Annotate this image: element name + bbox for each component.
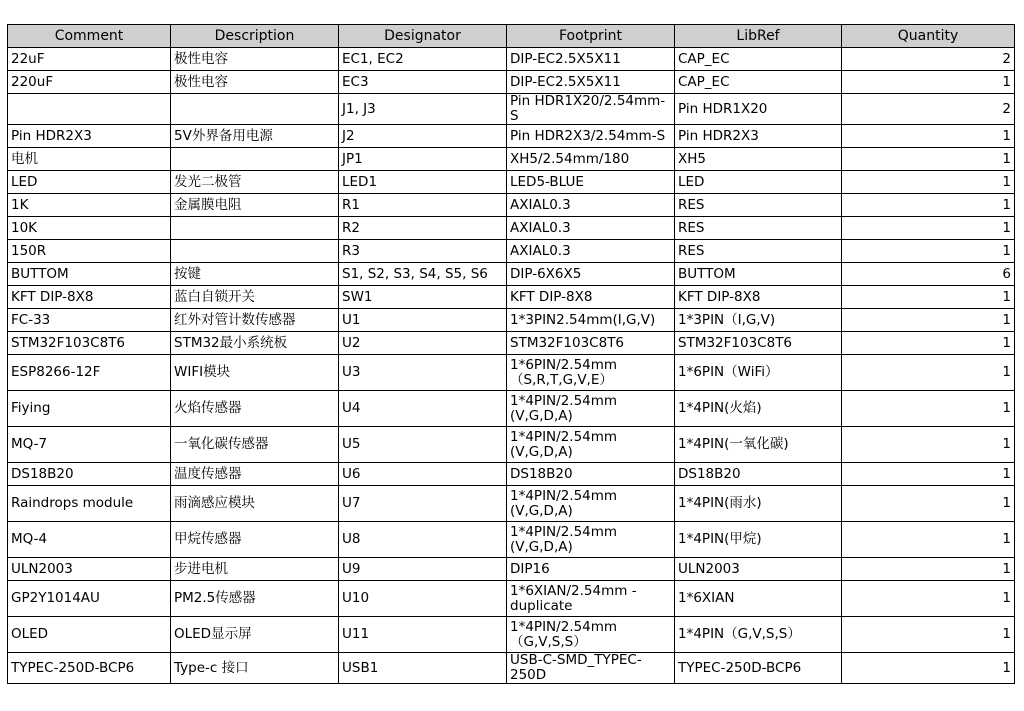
table-row [8, 194, 1015, 217]
cell-comment: KFT DIP-8X8 [8, 286, 171, 309]
cell-footprint: AXIAL0.3 [507, 217, 675, 240]
cell-quantity: 2 [842, 48, 1015, 71]
bom-body [8, 48, 1015, 684]
cell-footprint: 1*4PIN/2.54mm (V,G,D,A) [507, 522, 675, 558]
table-row [8, 486, 1015, 522]
cell-comment: Raindrops module [8, 486, 171, 522]
cell-quantity: 1 [842, 391, 1015, 427]
cell-quantity: 1 [842, 148, 1015, 171]
cell-comment: 220uF [8, 71, 171, 94]
table-row [8, 558, 1015, 581]
cell-footprint: DIP16 [507, 558, 675, 581]
header-quantity: Quantity [842, 25, 1015, 48]
cell-libref: 1*4PIN（G,V,S,S） [675, 617, 842, 653]
cell-designator: U4 [339, 391, 507, 427]
cell-designator: JP1 [339, 148, 507, 171]
cell-designator: U1 [339, 309, 507, 332]
table-row [8, 125, 1015, 148]
cell-quantity: 1 [842, 558, 1015, 581]
cell-comment: MQ-4 [8, 522, 171, 558]
cell-comment: ULN2003 [8, 558, 171, 581]
cell-libref: RES [675, 240, 842, 263]
cell-comment: ESP8266-12F [8, 355, 171, 391]
cell-description: 火焰传感器 [171, 391, 339, 427]
cell-description [171, 217, 339, 240]
cell-comment: 电机 [8, 148, 171, 171]
cell-comment: FC-33 [8, 309, 171, 332]
cell-footprint: XH5/2.54mm/180 [507, 148, 675, 171]
cell-libref: RES [675, 217, 842, 240]
cell-designator: U7 [339, 486, 507, 522]
cell-quantity: 1 [842, 125, 1015, 148]
table-row [8, 171, 1015, 194]
cell-comment: LED [8, 171, 171, 194]
header-libref: LibRef [675, 25, 842, 48]
table-row [8, 463, 1015, 486]
cell-libref: 1*4PIN(甲烷) [675, 522, 842, 558]
cell-designator: U3 [339, 355, 507, 391]
cell-quantity: 1 [842, 240, 1015, 263]
cell-quantity: 1 [842, 522, 1015, 558]
table-row [8, 263, 1015, 286]
cell-designator: J1, J3 [339, 94, 507, 125]
cell-description: WIFI模块 [171, 355, 339, 391]
cell-description: 雨滴感应模块 [171, 486, 339, 522]
cell-designator: U5 [339, 427, 507, 463]
cell-libref: 1*6PIN（WiFi） [675, 355, 842, 391]
cell-libref: 1*6XIAN [675, 581, 842, 617]
cell-designator: R2 [339, 217, 507, 240]
cell-designator: LED1 [339, 171, 507, 194]
cell-designator: J2 [339, 125, 507, 148]
cell-description: 一氧化碳传感器 [171, 427, 339, 463]
cell-libref: XH5 [675, 148, 842, 171]
cell-quantity: 2 [842, 94, 1015, 125]
table-row [8, 71, 1015, 94]
cell-designator: EC1, EC2 [339, 48, 507, 71]
cell-comment: 1K [8, 194, 171, 217]
cell-footprint: AXIAL0.3 [507, 240, 675, 263]
cell-designator: USB1 [339, 653, 507, 684]
cell-description: 温度传感器 [171, 463, 339, 486]
cell-footprint: 1*6XIAN/2.54mm - duplicate [507, 581, 675, 617]
cell-description: 红外对管计数传感器 [171, 309, 339, 332]
cell-designator: R1 [339, 194, 507, 217]
table-row [8, 286, 1015, 309]
table-row [8, 522, 1015, 558]
cell-footprint: KFT DIP-8X8 [507, 286, 675, 309]
cell-footprint: USB-C-SMD_TYPEC-250D [507, 653, 675, 684]
table-row [8, 94, 1015, 125]
cell-comment: DS18B20 [8, 463, 171, 486]
cell-description: STM32最小系统板 [171, 332, 339, 355]
table-row [8, 391, 1015, 427]
cell-comment: Fiying [8, 391, 171, 427]
cell-description [171, 148, 339, 171]
cell-footprint: DS18B20 [507, 463, 675, 486]
bom-table [7, 24, 1015, 684]
table-row [8, 617, 1015, 653]
cell-libref: 1*4PIN(火焰) [675, 391, 842, 427]
cell-comment: 10K [8, 217, 171, 240]
cell-quantity: 1 [842, 217, 1015, 240]
cell-footprint: Pin HDR1X20/2.54mm-S [507, 94, 675, 125]
cell-quantity: 1 [842, 617, 1015, 653]
cell-quantity: 1 [842, 653, 1015, 684]
cell-comment: STM32F103C8T6 [8, 332, 171, 355]
cell-footprint: STM32F103C8T6 [507, 332, 675, 355]
cell-comment: 22uF [8, 48, 171, 71]
cell-footprint: 1*4PIN/2.54mm （G,V,S,S） [507, 617, 675, 653]
cell-description: 5V外界备用电源 [171, 125, 339, 148]
cell-comment [8, 94, 171, 125]
cell-libref: 1*3PIN（I,G,V) [675, 309, 842, 332]
cell-libref: Pin HDR1X20 [675, 94, 842, 125]
header-row [8, 25, 1015, 48]
cell-libref: RES [675, 194, 842, 217]
cell-description: 金属膜电阻 [171, 194, 339, 217]
cell-footprint: 1*4PIN/2.54mm (V,G,D,A) [507, 486, 675, 522]
cell-comment: GP2Y1014AU [8, 581, 171, 617]
cell-footprint: 1*4PIN/2.54mm (V,G,D,A) [507, 427, 675, 463]
table-row [8, 309, 1015, 332]
cell-description: 甲烷传感器 [171, 522, 339, 558]
cell-footprint: Pin HDR2X3/2.54mm-S [507, 125, 675, 148]
cell-footprint: 1*3PIN2.54mm(I,G,V) [507, 309, 675, 332]
cell-description [171, 240, 339, 263]
table-row [8, 148, 1015, 171]
cell-description: PM2.5传感器 [171, 581, 339, 617]
cell-libref: 1*4PIN(一氧化碳) [675, 427, 842, 463]
cell-designator: U6 [339, 463, 507, 486]
cell-footprint: DIP-EC2.5X5X11 [507, 48, 675, 71]
cell-libref: TYPEC-250D-BCP6 [675, 653, 842, 684]
table-row [8, 332, 1015, 355]
cell-description: 极性电容 [171, 71, 339, 94]
cell-description [171, 94, 339, 125]
cell-designator: R3 [339, 240, 507, 263]
table-row [8, 240, 1015, 263]
cell-designator: U10 [339, 581, 507, 617]
cell-designator: SW1 [339, 286, 507, 309]
cell-quantity: 1 [842, 71, 1015, 94]
cell-quantity: 1 [842, 309, 1015, 332]
cell-designator: U9 [339, 558, 507, 581]
cell-quantity: 1 [842, 355, 1015, 391]
cell-description: OLED显示屏 [171, 617, 339, 653]
cell-quantity: 1 [842, 427, 1015, 463]
table-row [8, 217, 1015, 240]
cell-footprint: 1*4PIN/2.54mm (V,G,D,A) [507, 391, 675, 427]
cell-libref: KFT DIP-8X8 [675, 286, 842, 309]
cell-footprint: DIP-EC2.5X5X11 [507, 71, 675, 94]
cell-designator: U2 [339, 332, 507, 355]
cell-libref: ULN2003 [675, 558, 842, 581]
cell-quantity: 1 [842, 486, 1015, 522]
cell-libref: CAP_EC [675, 71, 842, 94]
header-designator: Designator [339, 25, 507, 48]
cell-designator: U11 [339, 617, 507, 653]
cell-libref: DS18B20 [675, 463, 842, 486]
cell-quantity: 1 [842, 463, 1015, 486]
cell-footprint: DIP-6X6X5 [507, 263, 675, 286]
cell-quantity: 1 [842, 332, 1015, 355]
cell-comment: MQ-7 [8, 427, 171, 463]
table-row [8, 355, 1015, 391]
cell-comment: BUTTOM [8, 263, 171, 286]
cell-quantity: 1 [842, 171, 1015, 194]
cell-comment: TYPEC-250D-BCP6 [8, 653, 171, 684]
cell-description: 按键 [171, 263, 339, 286]
cell-libref: LED [675, 171, 842, 194]
cell-libref: 1*4PIN(雨水) [675, 486, 842, 522]
cell-designator: U8 [339, 522, 507, 558]
cell-designator: S1, S2, S3, S4, S5, S6 [339, 263, 507, 286]
table-row [8, 581, 1015, 617]
cell-footprint: AXIAL0.3 [507, 194, 675, 217]
cell-description: Type-c 接口 [171, 653, 339, 684]
header-description: Description [171, 25, 339, 48]
cell-comment: Pin HDR2X3 [8, 125, 171, 148]
cell-libref: Pin HDR2X3 [675, 125, 842, 148]
cell-quantity: 1 [842, 581, 1015, 617]
cell-description: 蓝白自锁开关 [171, 286, 339, 309]
table-row [8, 48, 1015, 71]
cell-comment: OLED [8, 617, 171, 653]
cell-quantity: 1 [842, 286, 1015, 309]
cell-description: 发光二极管 [171, 171, 339, 194]
cell-comment: 150R [8, 240, 171, 263]
cell-libref: CAP_EC [675, 48, 842, 71]
cell-quantity: 6 [842, 263, 1015, 286]
cell-libref: STM32F103C8T6 [675, 332, 842, 355]
header-footprint: Footprint [507, 25, 675, 48]
cell-quantity: 1 [842, 194, 1015, 217]
table-row [8, 653, 1015, 684]
cell-footprint: LED5-BLUE [507, 171, 675, 194]
cell-designator: EC3 [339, 71, 507, 94]
cell-description: 步进电机 [171, 558, 339, 581]
table-row [8, 427, 1015, 463]
header-comment: Comment [8, 25, 171, 48]
cell-description: 极性电容 [171, 48, 339, 71]
cell-libref: BUTTOM [675, 263, 842, 286]
cell-footprint: 1*6PIN/2.54mm （S,R,T,G,V,E） [507, 355, 675, 391]
